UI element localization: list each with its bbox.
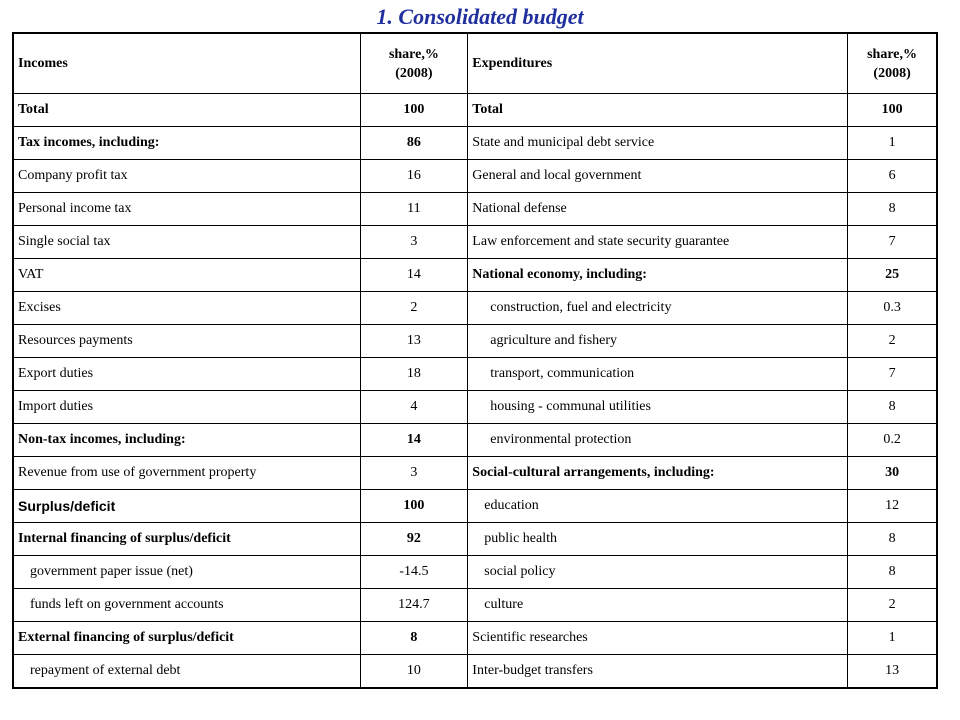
table-row <box>13 523 937 556</box>
income-share: 18 <box>360 358 468 391</box>
income-share: 8 <box>360 622 468 655</box>
income-share: 100 <box>360 94 468 127</box>
income-share: 10 <box>360 655 468 689</box>
table-row <box>13 94 937 127</box>
table-row <box>13 655 937 689</box>
expenditure-label: culture <box>468 589 848 622</box>
header-row <box>13 33 937 94</box>
income-label: External financing of surplus/deficit <box>13 622 360 655</box>
expenditures-header: Expenditures <box>468 33 848 94</box>
table-row <box>13 160 937 193</box>
share-label: share,% <box>867 46 918 62</box>
incomes-share-header <box>360 33 468 94</box>
expenditure-share: 12 <box>848 490 937 523</box>
expenditure-share: 6 <box>848 160 937 193</box>
income-share: 13 <box>360 325 468 358</box>
income-label: Revenue from use of government property <box>13 457 360 490</box>
table-row <box>13 457 937 490</box>
income-label: government paper issue (net) <box>13 556 360 589</box>
expenditure-share: 2 <box>848 325 937 358</box>
expenditure-label: Social-cultural arrangements, including: <box>468 457 848 490</box>
income-label: Tax incomes, including: <box>13 127 360 160</box>
expenditure-share: 1 <box>848 622 937 655</box>
income-share: 86 <box>360 127 468 160</box>
table-row <box>13 589 937 622</box>
table-row <box>13 127 937 160</box>
expenditure-label: social policy <box>468 556 848 589</box>
income-share: -14.5 <box>360 556 468 589</box>
income-share: 11 <box>360 193 468 226</box>
income-share: 92 <box>360 523 468 556</box>
income-share: 2 <box>360 292 468 325</box>
income-label: Single social tax <box>13 226 360 259</box>
expenditure-label: Inter-budget transfers <box>468 655 848 689</box>
page-title: 1. Consolidated budget <box>376 4 584 29</box>
expenditure-share: 25 <box>848 259 937 292</box>
expenditure-share: 0.2 <box>848 424 937 457</box>
expenditure-label: National defense <box>468 193 848 226</box>
table-row <box>13 193 937 226</box>
income-share: 124.7 <box>360 589 468 622</box>
table-row <box>13 424 937 457</box>
expenditure-share: 8 <box>848 193 937 226</box>
table-row <box>13 391 937 424</box>
income-label: Resources payments <box>13 325 360 358</box>
expenditure-label: Law enforcement and state security guarantee <box>468 226 848 259</box>
expenditure-label: State and municipal debt service <box>468 127 848 160</box>
income-share: 14 <box>360 259 468 292</box>
table-row <box>13 325 937 358</box>
table-row <box>13 556 937 589</box>
expenditure-label: Total <box>468 94 848 127</box>
income-label: funds left on government accounts <box>13 589 360 622</box>
income-share: 14 <box>360 424 468 457</box>
table-row <box>13 622 937 655</box>
expenditure-share: 8 <box>848 391 937 424</box>
income-label: Company profit tax <box>13 160 360 193</box>
income-label: Export duties <box>13 358 360 391</box>
expenditure-label: environmental protection <box>468 424 848 457</box>
table-row <box>13 490 937 523</box>
income-share: 3 <box>360 457 468 490</box>
income-share: 16 <box>360 160 468 193</box>
budget-table <box>12 32 938 689</box>
share-label: share,% <box>388 46 439 62</box>
income-label: Non-tax incomes, including: <box>13 424 360 457</box>
share-year: (2008) <box>395 65 433 81</box>
expenditure-share: 7 <box>848 226 937 259</box>
surplus-deficit-label: Surplus/deficit <box>13 490 360 523</box>
income-label: Total <box>13 94 360 127</box>
income-label: Personal income tax <box>13 193 360 226</box>
income-label: repayment of external debt <box>13 655 360 689</box>
expenditure-share: 2 <box>848 589 937 622</box>
expenditure-share: 7 <box>848 358 937 391</box>
expenditure-share: 8 <box>848 523 937 556</box>
income-share: 4 <box>360 391 468 424</box>
table-row <box>13 358 937 391</box>
expenditure-label: General and local government <box>468 160 848 193</box>
expenditure-label: education <box>468 490 848 523</box>
income-label: Excises <box>13 292 360 325</box>
expenditure-label: Scientific researches <box>468 622 848 655</box>
expenditure-share: 8 <box>848 556 937 589</box>
expenditure-share: 100 <box>848 94 937 127</box>
expenditure-label: agriculture and fishery <box>468 325 848 358</box>
expenditure-label: transport, communication <box>468 358 848 391</box>
income-label: Internal financing of surplus/deficit <box>13 523 360 556</box>
expenditure-label: National economy, including: <box>468 259 848 292</box>
income-share: 100 <box>360 490 468 523</box>
table-row <box>13 292 937 325</box>
incomes-header: Incomes <box>13 33 360 94</box>
table-row <box>13 259 937 292</box>
expenditure-share: 1 <box>848 127 937 160</box>
expenditure-label: housing - communal utilities <box>468 391 848 424</box>
expenditure-share: 30 <box>848 457 937 490</box>
income-label: Import duties <box>13 391 360 424</box>
share-year: (2008) <box>873 65 911 81</box>
income-share: 3 <box>360 226 468 259</box>
income-label: VAT <box>13 259 360 292</box>
expenditures-share-header <box>848 33 937 94</box>
expenditure-label: public health <box>468 523 848 556</box>
expenditure-share: 0.3 <box>848 292 937 325</box>
expenditure-label: construction, fuel and electricity <box>468 292 848 325</box>
expenditure-share: 13 <box>848 655 937 689</box>
table-row <box>13 226 937 259</box>
